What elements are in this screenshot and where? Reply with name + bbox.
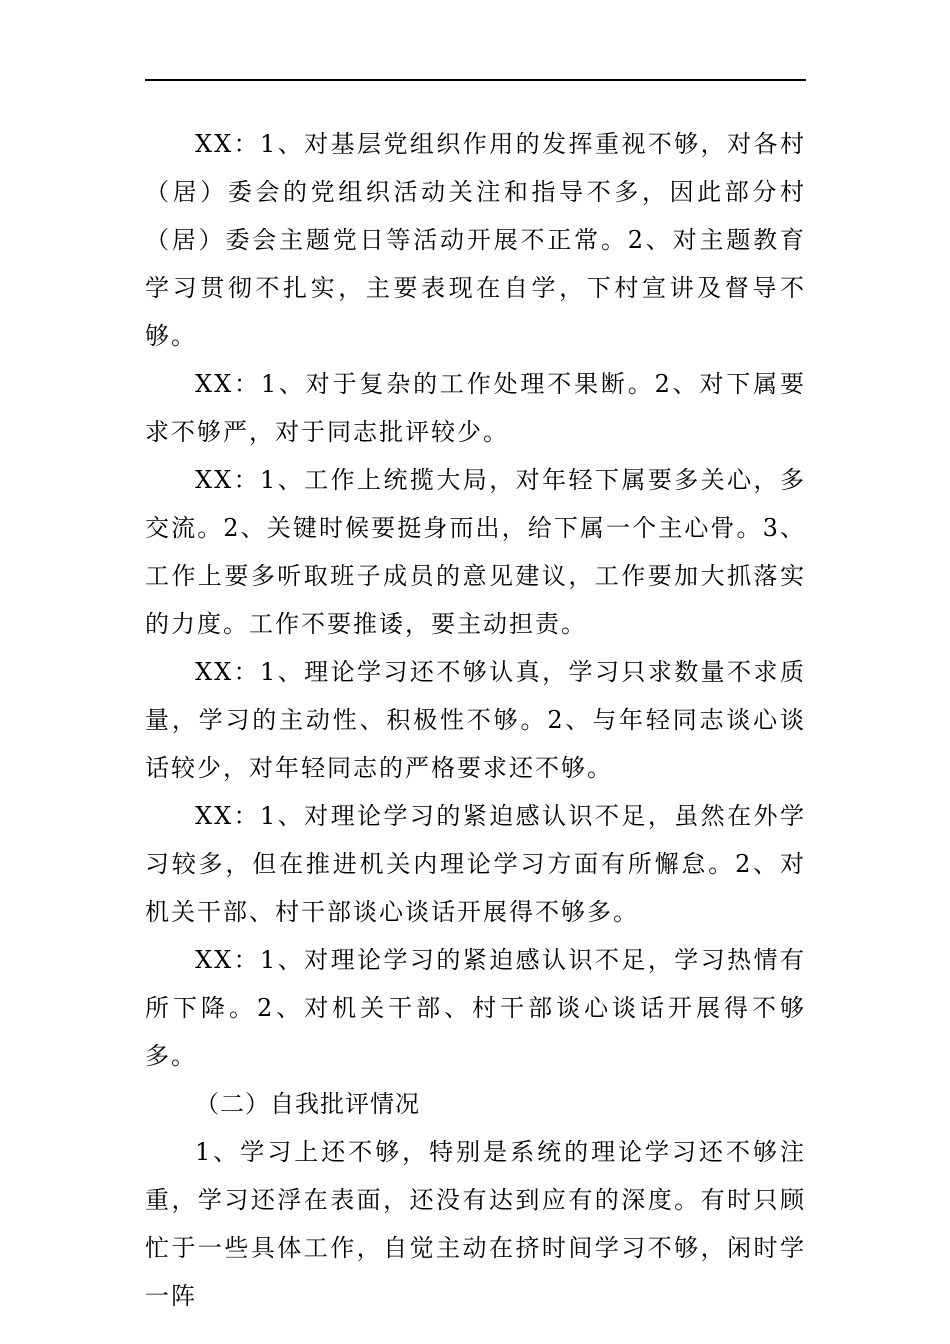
section-heading: （二）自我批评情况: [195, 1090, 420, 1118]
paragraph-6: XX：1、对理论学习的紧迫感认识不足，学习热情有所下降。2、对机关干部、村干部谈心谈话开展得不够多。: [145, 946, 806, 1070]
paragraph-3: XX：1、工作上统揽大局，对年轻下属要多关心，多交流。2、关键时候要挺身而出，给下属一个主心骨。3、工作上要多听取班子成员的意见建议，工作要加大抓落实的力度。工作不要推诿，要主动担责。: [145, 466, 806, 638]
header-rule: [145, 79, 806, 81]
paragraph-2: XX：1、对于复杂的工作处理不果断。2、对下属要求不够严，对于同志批评较少。: [145, 370, 806, 446]
paragraph-5: XX：1、对理论学习的紧迫感认识不足，虽然在外学习较多，但在推进机关内理论学习方面有所懈怠。2、对机关干部、村干部谈心谈话开展得不够多。: [145, 802, 806, 926]
document-body: [145, 120, 806, 1320]
paragraph-4: XX：1、理论学习还不够认真，学习只求数量不求质量，学习的主动性、积极性不够。2、与年轻同志谈心谈话较少，对年轻同志的严格要求还不够。: [145, 658, 806, 782]
paragraph-self-criticism-1: 1、学习上还不够，特别是系统的理论学习还不够注重，学习还浮在表面，还没有达到应有的深度。有时只顾忙于一些具体工作，自觉主动在挤时间学习不够，闲时学一阵: [145, 1138, 806, 1310]
paragraph-1: XX：1、对基层党组织作用的发挥重视不够，对各村（居）委会的党组织活动关注和指导不多，因此部分村（居）委会主题党日等活动开展不正常。2、对主题教育学习贯彻不扎实，主要表现在自学，下村宣讲及督导不够。: [145, 130, 806, 350]
